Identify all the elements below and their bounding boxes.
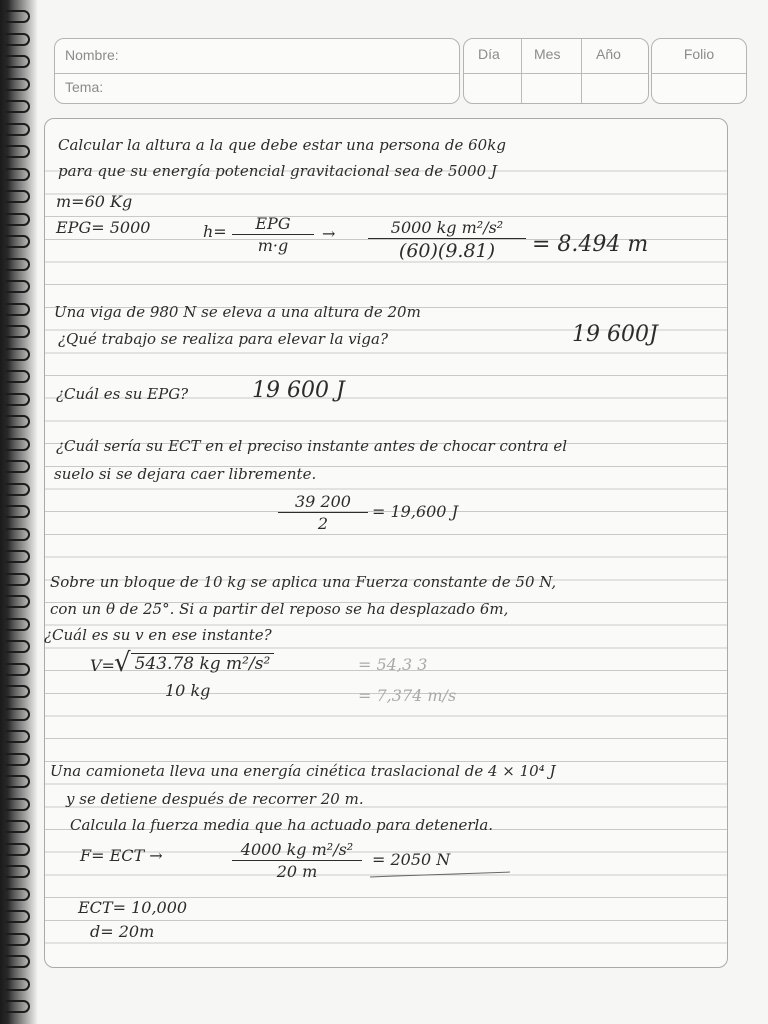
spiral-coil <box>4 663 30 676</box>
problem5-square-root <box>114 648 274 678</box>
spiral-coil <box>4 78 30 91</box>
nombre-label: Nombre: <box>65 47 119 63</box>
problem3-question: ¿Cuál es su EPG? <box>56 385 189 403</box>
spiral-coil <box>4 1000 30 1013</box>
problem4-denominator: 2 <box>317 514 329 533</box>
fraction-bar <box>278 512 368 513</box>
problem2-answer: 19 600J <box>572 322 658 347</box>
problem1-h-fraction <box>232 214 314 255</box>
spiral-coil <box>4 415 30 428</box>
problem5-line1: Sobre un bloque de 10 kg se aplica una Fuerza constante de 50 N, <box>50 573 557 591</box>
spiral-coil <box>4 798 30 811</box>
date-column-divider <box>581 39 582 103</box>
problem1-h-denominator: m·g <box>257 236 289 255</box>
folio-divider <box>652 73 746 74</box>
problem6-denominator: 20 m <box>276 862 318 881</box>
spiral-coil <box>4 438 30 451</box>
header-divider <box>55 73 459 74</box>
problem6-f-label: F= ECT → <box>80 846 163 865</box>
problem5-faint-result-2: = 7,374 m/s <box>358 686 457 705</box>
problem1-calc-fraction <box>368 218 526 262</box>
fraction-bar <box>232 234 314 235</box>
problem5-v-label: V= <box>90 656 115 675</box>
spiral-coil <box>4 190 30 203</box>
radical-sign: √ <box>114 648 131 678</box>
spiral-coil <box>4 100 30 113</box>
date-divider <box>464 73 648 74</box>
problem5-line2: con un θ de 25°. Si a partir del reposo se ha desplazado 6m, <box>50 600 509 618</box>
fraction-bar <box>232 860 362 861</box>
spiral-coil <box>4 10 30 23</box>
problem4-numerator: 39 200 <box>295 492 351 511</box>
problem6-ect: ECT= 10,000 <box>78 898 188 917</box>
spiral-coil <box>4 708 30 721</box>
spiral-coil <box>4 505 30 518</box>
spiral-coil <box>4 573 30 586</box>
spiral-coil <box>4 595 30 608</box>
spiral-coil <box>4 393 30 406</box>
problem6-line3: Calcula la fuerza media que ha actuado para detenerla. <box>70 816 494 834</box>
spiral-coil <box>4 303 30 316</box>
problem6-result: = 2050 N <box>372 850 451 869</box>
spiral-coil <box>4 685 30 698</box>
spiral-coil <box>4 910 30 923</box>
problem6-distance: d= 20m <box>90 922 155 941</box>
problem1-mass: m=60 Kg <box>56 192 133 211</box>
spiral-coil <box>4 55 30 68</box>
spiral-coil <box>4 865 30 878</box>
problem5-line3: ¿Cuál es su v en ese instante? <box>44 626 272 644</box>
problem3-answer: 19 600 J <box>252 378 345 403</box>
header-date-box <box>463 38 649 104</box>
spiral-coil <box>4 123 30 136</box>
spiral-coil <box>4 325 30 338</box>
spiral-coil <box>4 820 30 833</box>
problem4-result: = 19,600 J <box>372 502 458 521</box>
problem1-line2: para que su energía potencial gravitacional sea de 5000 J <box>58 162 497 180</box>
header-folio-box <box>651 38 747 104</box>
problem6-numerator: 4000 kg m²/s² <box>240 840 354 859</box>
spiral-coil <box>4 978 30 991</box>
notebook-spiral-binding <box>0 0 40 1024</box>
mes-label: Mes <box>534 46 561 62</box>
spiral-coil <box>4 145 30 158</box>
problem1-calc-denominator: (60)(9.81) <box>398 240 496 262</box>
problem4-fraction <box>278 492 368 533</box>
problem6-line2: y se detiene después de recorrer 20 m. <box>66 790 364 808</box>
spiral-coil <box>4 753 30 766</box>
problem4-line2: suelo si se dejara caer libremente. <box>54 465 317 483</box>
dia-label: Día <box>478 46 500 62</box>
problem6-fraction <box>232 840 362 881</box>
fraction-bar <box>368 238 526 239</box>
problem1-calc-numerator: 5000 kg m²/s² <box>390 218 504 237</box>
spiral-coil <box>4 460 30 473</box>
problem5-radicand: 543.78 kg m²/s² <box>131 653 275 674</box>
spiral-coil <box>4 933 30 946</box>
spiral-coil <box>4 843 30 856</box>
problem1-line1: Calcular la altura a la que debe estar una persona de 60kg <box>58 136 506 154</box>
problem5-faint-result-1: = 54,3 3 <box>358 655 428 674</box>
spiral-coil <box>4 235 30 248</box>
problem2-line2: ¿Qué trabajo se realiza para elevar la viga? <box>58 330 389 348</box>
spiral-coil <box>4 483 30 496</box>
spiral-coil <box>4 775 30 788</box>
spiral-coil <box>4 258 30 271</box>
problem1-h-label: h= <box>203 222 227 241</box>
spiral-coil <box>4 370 30 383</box>
problem1-epg: EPG= 5000 <box>56 218 151 237</box>
spiral-coil <box>4 348 30 361</box>
spiral-coil <box>4 213 30 226</box>
header-name-topic-box <box>54 38 460 104</box>
tema-label: Tema: <box>65 79 104 95</box>
spiral-coil <box>4 280 30 293</box>
spiral-coil <box>4 618 30 631</box>
problem1-result: = 8.494 m <box>532 232 649 257</box>
problem2-line1: Una viga de 980 N se eleva a una altura de 20m <box>54 303 421 321</box>
spiral-coil <box>4 550 30 563</box>
spiral-coil <box>4 168 30 181</box>
folio-label: Folio <box>683 46 715 62</box>
spiral-coil <box>4 955 30 968</box>
spiral-coil <box>4 640 30 653</box>
problem6-line1: Una camioneta lleva una energía cinética traslacional de 4 × 10⁴ J <box>50 762 556 780</box>
spiral-coil <box>4 888 30 901</box>
problem1-arrow: → <box>322 224 336 243</box>
ano-label: Año <box>596 46 621 62</box>
spiral-coil <box>4 730 30 743</box>
date-column-divider <box>521 39 522 103</box>
problem1-h-numerator: EPG <box>255 214 291 233</box>
spiral-coil <box>4 33 30 46</box>
spiral-coil <box>4 528 30 541</box>
problem4-line1: ¿Cuál sería su ECT en el preciso instante antes de chocar contra el <box>56 437 568 455</box>
problem5-radicand-denominator: 10 kg <box>165 681 211 700</box>
